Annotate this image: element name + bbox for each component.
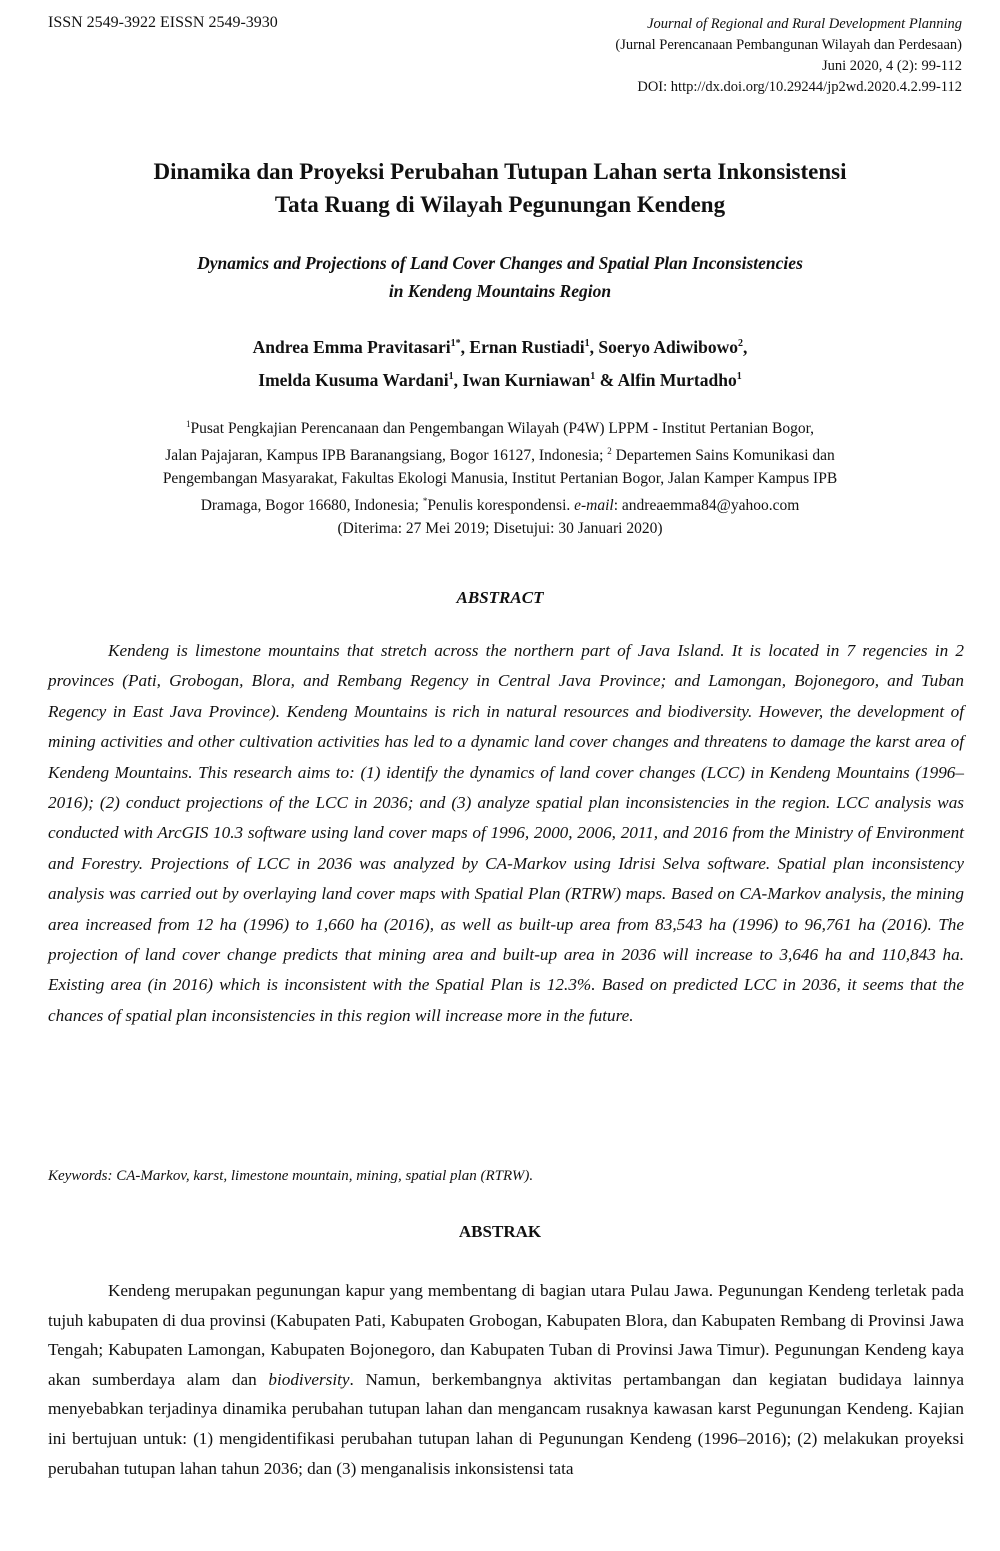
author-line-2 [40, 362, 960, 395]
keywords: Keywords: CA-Markov, karst, limestone mountain, mining, spatial plan (RTRW). [48, 1168, 534, 1184]
author-separator: , [453, 369, 463, 390]
abstract-body [48, 636, 964, 1031]
author-name: Andrea Emma Pravitasari [252, 336, 451, 357]
author-line-1 [40, 329, 960, 362]
abstract-heading: ABSTRACT [456, 588, 544, 607]
author-name: Imelda Kusuma Wardani [258, 369, 449, 390]
doi-link[interactable]: DOI: http://dx.doi.org/10.29244/jp2wd.2020.4.2.99-112 [637, 79, 962, 95]
author-name: Soeryo Adiwibowo [598, 336, 738, 357]
affiliations [40, 413, 960, 540]
title-line-2: Tata Ruang di Wilayah Pegunungan Kendeng [274, 192, 726, 217]
author-name: Ernan Rustiadi [469, 336, 585, 357]
received-accepted-dates: (Diterima: 27 Mei 2019; Disetujui: 30 Januari 2020) [337, 520, 663, 538]
author-affiliation-mark: 1* [450, 338, 461, 349]
abstrak-heading: ABSTRAK [458, 1222, 542, 1241]
issn-line: ISSN 2549-3922 EISSN 2549-3930 [48, 14, 278, 31]
subtitle-line-2: in Kendeng Mountains Region [388, 281, 612, 301]
email-label: e-mail [574, 497, 614, 515]
corresponding-mark: * [422, 496, 428, 507]
author-affiliation-mark: 1 [736, 370, 742, 382]
author-separator: , [742, 336, 748, 357]
affiliation-line-1: $^1$Pusat Pengkajian Perencanaan dan Pengembangan Wilayah (P4W) LPPM - Institut Pertanian Bogor, [185, 419, 814, 438]
author-separator: , [460, 336, 470, 357]
author-affiliation-mark: 2 [737, 338, 743, 349]
author-list [40, 329, 960, 395]
journal-header [615, 14, 962, 98]
author-name: Iwan Kurniawan [462, 369, 591, 390]
issue-info: Juni 2020, 4 (2): 99-112 [821, 58, 962, 74]
paper-title [40, 155, 960, 221]
affiliation-mark: 1 [185, 419, 191, 429]
abstrak-body [48, 1276, 964, 1483]
affiliation-line-4: Dramaga, Bogor 16680, Indonesia; *Penulis korespondensi. e-mail: andreaemma84@yahoo.com [200, 496, 800, 515]
author-affiliation-mark: 1 [448, 370, 454, 382]
title-line-1: Dinamika dan Proyeksi Perubahan Tutupan Lahan serta Inkonsistensi [153, 159, 847, 184]
paper-subtitle-english [40, 249, 960, 305]
journal-name: Journal of Regional and Rural Development Planning [647, 16, 962, 32]
affiliation-mark: 2 [607, 446, 612, 457]
abstract-paragraph: Kendeng is limestone mountains that stretch across the northern part of Java Island. It is located in 7 regencies in 2 provinces (Pati, Grobogan, Blora, and Rembang Regency in Central Java Province; and Lamongan, Bojonegoro, and Tuban Regency in East Java Province). Kendeng Mountains is rich in natural resources and biodiversity. However, the development of mining activities and other cultivation activities has led to a dynamic land cover changes and threatens to damage the karst area of Kendeng Mountains. This research aims to: (1) identify the dynamics of land cover changes (LCC) in Kendeng Mountains (1996–2016); (2) conduct projections of the LCC in 2036; and (3) analyze spatial plan inconsistencies in the region. LCC analysis was conducted with ArcGIS 10.3 software using land cover maps of 1996, 2000, 2006, 2011, and 2016 from the Ministry of Environment and Forestry. Projections of LCC in 2036 was analyzed by CA-Markov using Idrisi Selva software. Spatial plan inconsistency analysis was carried out by overlaying land cover maps with Spatial Plan (RTRW) maps. Based on CA-Markov analysis, the mining area increased from 12 ha (1996) to 1,660 ha (2016), as well as built-up area from 83,543 ha (1996) to 96,761 ha (2016). The projection of land cover change predicts that mining area and built-up area in 2036 will increase to 3,646 ha and 110,843 ha. Existing area (in 2016) which is inconsistent with the Spatial Plan is 12.3%. Based on predicted LCC in 2036, it seems that the chances of spatial plan inconsistencies in this region will increase more in the future. [48, 641, 964, 1025]
subtitle-line-1: Dynamics and Projections of Land Cover Changes and Spatial Plan Inconsistencies [197, 253, 803, 273]
affiliation-line-2: Jalan Pajajaran, Kampus IPB Baranangsiang, Bogor 16127, Indonesia; $^2$ Departemen Sains Komunikasi dan [165, 446, 835, 465]
author-affiliation-mark: 1 [584, 338, 590, 349]
author-separator: , [589, 336, 599, 357]
email-address[interactable]: : andreaemma84@yahoo.com [613, 497, 800, 515]
abstrak-paragraph: Kendeng merupakan pegunungan kapur yang membentang di bagian utara Pulau Jawa. Pegunungan Kendeng terletak pada tujuh kabupaten di dua provinsi (Kabupaten Pati, Kabupaten Grobogan, Kabupaten Blora, dan Kabupaten Rembang di Provinsi Jawa Tengah; Kabupaten Lamongan, Kabupaten Bojonegoro, dan Kabupaten Tuban di Provinsi Jawa Timur). Pegunungan Kendeng kaya akan sumberdaya alam dan biodiversity. Namun, berkembangnya aktivitas pertambangan dan kegiatan budidaya lainnya menyebabkan terjadinya dinamika perubahan tutupan lahan dan mengancam rusaknya kawasan karst Pegunungan Kendeng. Kajian ini bertujuan untuk: (1) mengidentifikasi perubahan tutupan lahan di Pegunungan Kendeng (1996–2016); (2) melakukan proyeksi perubahan tutupan lahan tahun 2036; dan (3) menganalisis inkonsistensi tata [48, 1281, 964, 1478]
affiliation-line-3: Pengembangan Masyarakat, Fakultas Ekologi Manusia, Institut Pertanian Bogor, Jalan Kamper Kampus IPB [162, 470, 838, 488]
author-separator: & [595, 369, 618, 390]
author-affiliation-mark: 1 [590, 370, 596, 382]
author-name: Alfin Murtadho [617, 369, 737, 390]
journal-name-indonesian: (Jurnal Perencanaan Pembangunan Wilayah dan Perdesaan) [615, 37, 962, 53]
